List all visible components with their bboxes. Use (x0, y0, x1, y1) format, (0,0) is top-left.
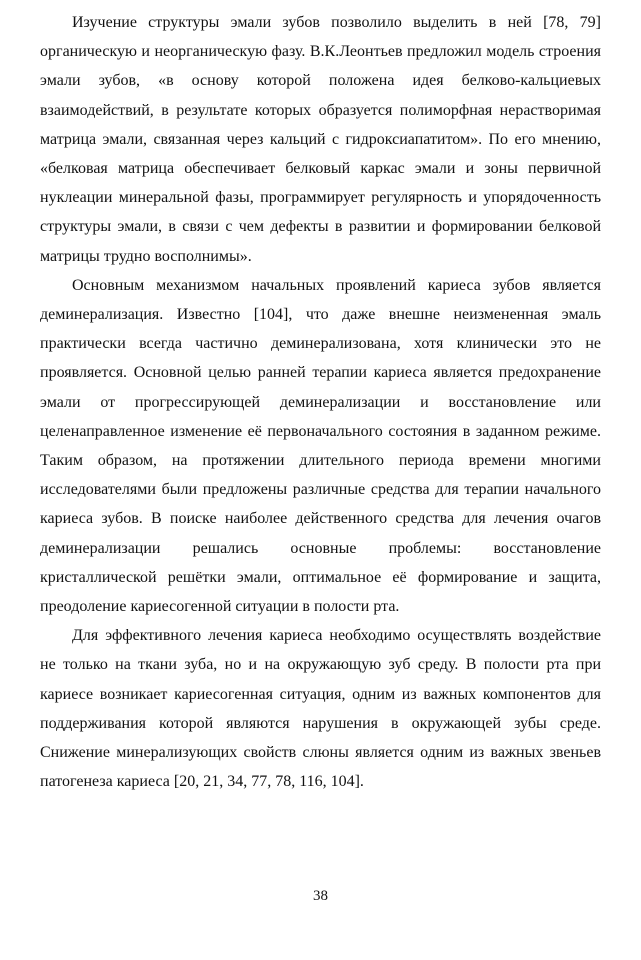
page-number: 38 (313, 888, 328, 904)
body-text (40, 8, 601, 796)
paragraph-enamel-structure: Изучение структуры эмали зубов позволило выделить в ней [78, 79] органическую и неорганическую фазу. В.К.Леонтьев предложил модель строения эмали зубов, «в основу которой положена идея белково-кальциевых взаимодействий, в результате которых образуется полиморфная нерастворимая матрица эмали, связанная через кальций с гидроксиапатитом». По его мнению, «белковая матрица обеспечивает белковый каркас эмали и зоны первичной нуклеации минеральной фазы, программирует регулярность и упорядоченность структуры эмали, в связи с чем дефекты в развитии и формировании белковой матрицы трудно восполнимы». (40, 14, 601, 265)
paragraph-demineralization: Основным механизмом начальных проявлений кариеса зубов является деминерализация. Известно [104], что даже внешне неизмененная эмаль практически всегда частично деминерализована, хотя клинически это не проявляется. Основной целью ранней терапии кариеса является предохранение эмали от прогрессирующей деминерализации и восстановление или целенаправленное изменение её первоначального состояния в заданном режиме. Таким образом, на протяжении длительного периода времени многими исследователями были предложены различные средства для терапии начального кариеса зубов. В поиске наиболее действенного средства для лечения очагов деминерализации решались основные проблемы: восстановление кристаллической решётки эмали, оптимальное её формирование и защита, преодоление кариесогенной ситуации в полости рта. (40, 276, 601, 616)
paragraph-cariogenic-situation: Для эффективного лечения кариеса необходимо осуществлять воздействие не только на ткани зуба, но и на окружающую зуб среду. В полости рта при кариесе возникает кариесогенная ситуация, одним из важных компонентов для поддерживания которой являются нарушения в окружающей зубы среде. Снижение минерализующих свойств слюны является одним из важных звеньев патогенеза кариеса [20, 21, 34, 77, 78, 116, 104]. (40, 627, 601, 791)
